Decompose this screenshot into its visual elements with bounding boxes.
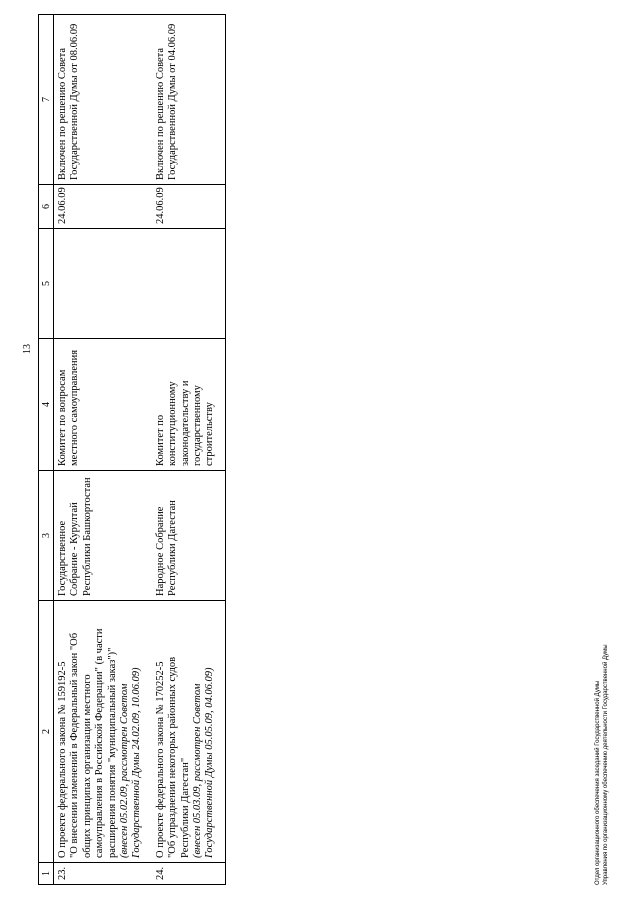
col5-cell bbox=[152, 229, 226, 339]
footer bbox=[594, 585, 618, 885]
initiator-cell: Государственное Собрание - Курултай Республики Башкортостан bbox=[54, 471, 152, 601]
col5-cell bbox=[54, 229, 152, 339]
footer-line-1: Отдел организационного обеспечения заседаний Государственной Думы bbox=[595, 680, 601, 885]
header-col-4: 4 bbox=[39, 339, 54, 471]
header-col-3: 3 bbox=[39, 471, 54, 601]
agenda-table bbox=[38, 14, 226, 885]
bill-cell bbox=[54, 601, 152, 863]
row-number: 24. bbox=[152, 863, 226, 885]
bill-title: О проекте федерального закона № 159192-5 bbox=[57, 661, 68, 858]
table-header-row bbox=[39, 15, 54, 885]
bill-note: (внесен 05.03.09, рассмотрен Советом Государственной Думы 05.05.09, 04.06.09) bbox=[192, 667, 216, 858]
date-cell: 24.06.09 bbox=[54, 185, 152, 229]
agenda-table-container bbox=[38, 15, 278, 885]
header-col-1: 1 bbox=[39, 863, 54, 885]
bill-title: О проекте федерального закона № 170252-5 bbox=[154, 661, 166, 858]
header-col-6: 6 bbox=[39, 185, 54, 229]
footer-line-2: Управления по организационному обеспечению деятельности Государственной Думы bbox=[603, 644, 609, 885]
date-cell: 24.06.09 bbox=[152, 185, 226, 229]
decision-cell: Включен по решению Совета Государственной Думы от 08.06.09 bbox=[54, 15, 152, 185]
bill-note: (внесен 05.02.09, рассмотрен Советом Государственной Думы 24.02.09, 10.06.09) bbox=[119, 667, 143, 858]
page-number: 13 bbox=[22, 344, 33, 354]
committee-cell: Комитет по конституционному законодательству и государственному строительству bbox=[152, 339, 226, 471]
bill-cell bbox=[152, 601, 226, 863]
header-col-7: 7 bbox=[39, 15, 54, 185]
decision-cell: Включен по решению Совета Государственной Думы от 04.06.09 bbox=[152, 15, 226, 185]
header-col-5: 5 bbox=[39, 229, 54, 339]
table-row bbox=[152, 15, 226, 885]
header-col-2: 2 bbox=[39, 601, 54, 863]
committee-cell: Комитет по вопросам местного самоуправления bbox=[54, 339, 152, 471]
bill-description: "О внесении изменений в Федеральный закон "Об общих принципах организации местного самоуправления в Российской Федерации" (в части расширения понятия "муниципальный заказ")" bbox=[69, 628, 118, 858]
bill-description: "Об упразднении некоторых районных судов Республики Дагестан" bbox=[167, 656, 191, 858]
row-number: 23. bbox=[54, 863, 152, 885]
initiator-cell: Народное Собрание Республики Дагестан bbox=[152, 471, 226, 601]
table-row bbox=[54, 15, 152, 885]
